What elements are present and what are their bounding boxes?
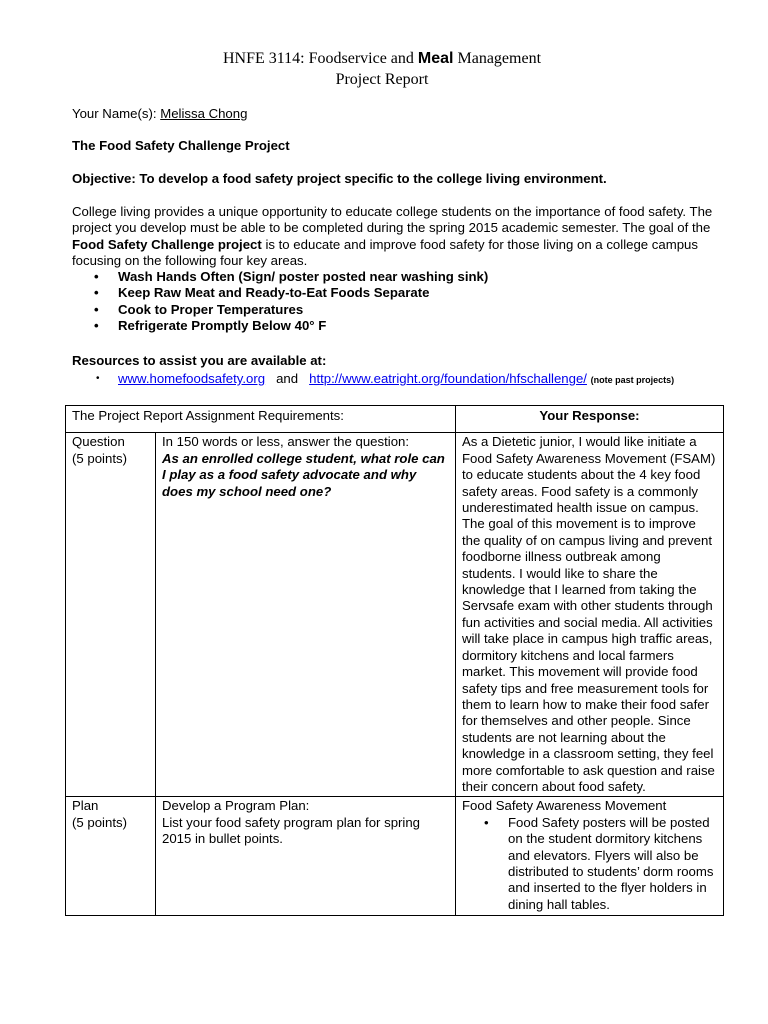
row-label: Plan (5 points) — [66, 797, 156, 916]
course-title: HNFE 3114: Foodservice and Meal Management — [222, 50, 542, 67]
bullet-icon: • — [94, 301, 99, 317]
note-past-projects: (note past projects) — [590, 375, 675, 385]
name-line: Your Name(s): Melissa Chong — [72, 106, 248, 121]
homefoodsafety-link[interactable]: www.homefoodsafety.org — [118, 371, 266, 386]
objective: Objective: To develop a food safety project specific to the college living environment. — [72, 171, 607, 186]
bullet-icon: • — [94, 318, 99, 334]
row-response: As a Dietetic junior, I would like initiate a Food Safety Awareness Movement (FSAM) to educate students about the 4 key food safety areas. Food safety is a commonly underestimated health issue on campus. The goal of this movement is to improve the quality of on campus living and prevent foodborne illness outbreak among students. I would like to share the knowledge that I learned from taking the Servsafe exam with other students through fun activities and social media. All activities will take place in campus high traffic areas, dormitory kitchens and local farmers market. This movement will provide food safety tips and free measurement tools for them to learn how to make their food safer for themselves and other people. Since students are not learning about the knowledge in a classroom setting, they feel more comfortable to ask question and raise their concern about food safety. — [456, 433, 724, 797]
eatright-link[interactable]: http://www.eatright.org/foundation/hfschallenge/ — [309, 371, 587, 386]
requirements-table — [65, 405, 724, 916]
resources-heading: Resources to assist you are available at: — [72, 353, 327, 368]
report-subtitle: Project Report — [335, 71, 429, 88]
bullet-icon: • — [94, 269, 99, 284]
table-header-row — [66, 406, 724, 433]
bullet-icon: • — [96, 373, 100, 384]
project-title: The Food Safety Challenge Project — [72, 138, 290, 153]
student-name: Melissa Chong — [160, 106, 248, 121]
table-row — [66, 797, 724, 916]
table-header-left: The Project Report Assignment Requirements: — [66, 406, 456, 433]
list-item: • Cook to Proper Temperatures — [94, 301, 304, 317]
list-item: • Wash Hands Often (Sign/ poster posted near washing sink) — [94, 269, 489, 284]
resources-links: • www.homefoodsafety.org and http://www.eatright.org/foundation/hfschallenge/ (note past projects) — [96, 371, 675, 386]
intro-paragraph: College living provides a unique opportunity to educate college students on the importance of food safety. The project you develop must be able to be completed during the spring 2015 academic semester. The goal of the Food Safety Challenge project is to educate and improve food safety for those living on a college campus focusing on the following four key areas. — [72, 204, 713, 269]
list-item: • Keep Raw Meat and Ready-to-Eat Foods Separate — [94, 285, 430, 301]
key-areas-list — [72, 269, 732, 335]
row-response: Food Safety Awareness Movement • Food Safety posters will be posted on the student dormitory kitchens and elevators. Flyers will also be distributed to students’ dorm rooms and inserted to the flyer holders in dining hall tables. — [456, 797, 724, 916]
row-label: Question (5 points) — [66, 433, 156, 797]
bullet-icon: • — [484, 814, 489, 830]
bullet-icon: • — [94, 285, 99, 301]
row-requirement: Develop a Program Plan: List your food safety program plan for spring 2015 in bullet points. — [156, 797, 456, 916]
plan-list — [462, 815, 717, 913]
list-item: • Refrigerate Promptly Below 40° F — [94, 318, 327, 334]
table-row — [66, 433, 724, 797]
table-header-right: Your Response: — [456, 406, 724, 433]
document-title — [72, 48, 692, 90]
row-requirement: In 150 words or less, answer the question: As an enrolled college student, what role can I play as a food safety advocate and why does my school need one? — [156, 433, 456, 797]
list-item: • Food Safety posters will be posted on the student dormitory kitchens and elevators. Flyers will also be distributed to students’ dorm rooms and inserted to the flyer holders in dining hall tables. — [484, 814, 714, 912]
